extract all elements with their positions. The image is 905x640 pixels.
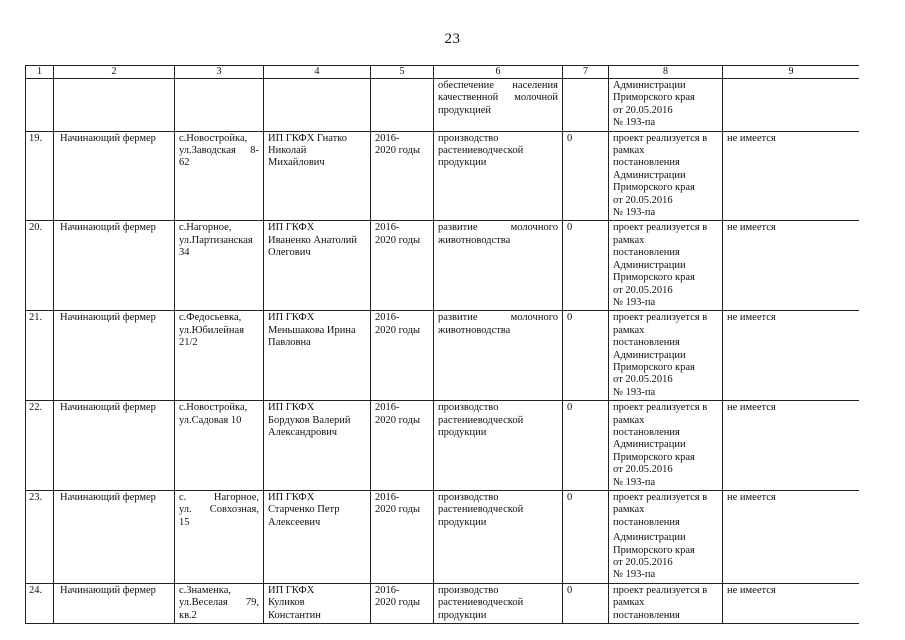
cell-address xyxy=(175,583,264,623)
period-line: 2016- xyxy=(375,402,400,414)
decree-line: № 193-па xyxy=(613,476,656,488)
cell-decree xyxy=(609,221,723,311)
cell-category: Начинающий фермер xyxy=(54,401,175,491)
table-body xyxy=(26,79,860,624)
address-line: ул.Заводская 8- xyxy=(179,145,259,157)
cell-decree xyxy=(609,131,723,221)
decree-line: № 193-па xyxy=(613,117,656,129)
address-line: 34 xyxy=(179,247,190,259)
decree-line: постановления xyxy=(613,157,680,169)
name-line: Константин xyxy=(268,609,321,621)
direction-line: обеспечение населения xyxy=(438,80,558,91)
period-line: 2020 годы xyxy=(375,597,421,609)
name-line: ИП ГКФХ Гнатко xyxy=(268,132,347,144)
decree-line: Администрации xyxy=(613,349,686,361)
farmers-table xyxy=(25,65,859,624)
period-line: 2016- xyxy=(375,132,400,144)
name-line: Бордуков Валерий xyxy=(268,414,351,426)
cell-num: 23. xyxy=(26,491,54,584)
name-line: Иваненко Анатолий xyxy=(268,234,358,246)
table-container xyxy=(25,65,859,640)
decree-line: Приморского края xyxy=(613,544,695,556)
cell-amount xyxy=(563,79,609,132)
period-line: 2016- xyxy=(375,492,400,503)
cell-period xyxy=(371,131,434,221)
cell-note: не имеется xyxy=(723,401,860,491)
decree-line: проект реализуется в xyxy=(613,132,708,144)
direction-line: животноводства xyxy=(438,234,511,246)
cell-address xyxy=(175,221,264,311)
address-line: с.Знаменка, xyxy=(179,584,231,596)
address-line: с.Новостройка, xyxy=(179,402,248,414)
decree-line: Приморского края xyxy=(613,272,695,284)
name-line: ИП ГКФХ xyxy=(268,312,315,324)
cell-note: не имеется xyxy=(723,583,860,623)
decree-line: № 193-па xyxy=(613,207,656,219)
address-line: с.Федосьевка, xyxy=(179,312,242,324)
decree-line: рамках xyxy=(613,234,645,246)
period-line: 2020 годы xyxy=(375,324,421,336)
period-line: 2016- xyxy=(375,584,400,596)
direction-line: животноводства xyxy=(438,324,511,336)
cell-direction xyxy=(434,583,563,623)
name-line: ИП ГКФХ xyxy=(268,222,315,234)
decree-line: от 20.05.2016 xyxy=(613,464,673,476)
cell-address xyxy=(175,79,264,132)
direction-line: развитие молочного xyxy=(438,312,558,324)
cell-num: 22. xyxy=(26,401,54,491)
cell-period xyxy=(371,221,434,311)
cell-num: 24. xyxy=(26,583,54,623)
cell-direction xyxy=(434,131,563,221)
cell-note: не имеется xyxy=(723,311,860,401)
cell-name xyxy=(264,491,371,584)
cell-period xyxy=(371,311,434,401)
direction-line: растениеводческой xyxy=(438,414,524,426)
decree-line: от 20.05.2016 xyxy=(613,557,673,569)
cell-address xyxy=(175,311,264,401)
name-line: ИП ГКФХ xyxy=(268,584,315,596)
decree-line: № 193-па xyxy=(613,296,656,308)
cell-note: не имеется xyxy=(723,491,860,584)
name-line: Александрович xyxy=(268,426,338,438)
decree-line: проект реализуется в xyxy=(613,492,708,503)
decree-line: рамках xyxy=(613,414,645,426)
cell-name xyxy=(264,311,371,401)
address-line: кв.2 xyxy=(179,609,197,621)
decree-line: постановления xyxy=(613,609,680,621)
decree-line: рамках xyxy=(613,504,645,516)
direction-line: продукции xyxy=(438,609,487,621)
cell-direction xyxy=(434,221,563,311)
name-line: Старченко Петр xyxy=(268,504,340,516)
cell-category xyxy=(54,79,175,132)
address-line: 62 xyxy=(179,157,190,169)
direction-line: продукции xyxy=(438,426,487,438)
cell-name xyxy=(264,131,371,221)
address-line: с.Нагорное, xyxy=(179,222,232,234)
cell-num: 19. xyxy=(26,131,54,221)
name-line: ИП ГКФХ xyxy=(268,402,315,414)
cell-amount: 0 xyxy=(563,583,609,623)
direction-line: производство xyxy=(438,402,499,414)
decree-line: рамках xyxy=(613,145,645,157)
cell-name xyxy=(264,401,371,491)
direction-line: развитие молочного xyxy=(438,222,558,234)
address-line: ул.Садовая 10 xyxy=(179,414,242,426)
cell-note xyxy=(723,79,860,132)
decree-line: Приморского края xyxy=(613,361,695,373)
address-line: ул. Совхозная, xyxy=(179,504,259,516)
name-line: Куликов xyxy=(268,597,305,609)
table-row xyxy=(26,311,860,401)
cell-decree xyxy=(609,583,723,623)
decree-line: Администрации xyxy=(613,532,686,544)
direction-line: качественной молочной xyxy=(438,92,558,104)
name-line: Меньшакова Ирина xyxy=(268,324,356,336)
column-number-cell: 6 xyxy=(434,66,563,79)
cell-category: Начинающий фермер xyxy=(54,491,175,584)
column-number-cell: 9 xyxy=(723,66,860,79)
address-line: с.Новостройка, xyxy=(179,132,248,144)
cell-category: Начинающий фермер xyxy=(54,131,175,221)
cell-decree xyxy=(609,311,723,401)
decree-line: от 20.05.2016 xyxy=(613,194,673,206)
decree-line: № 193-па xyxy=(613,569,656,581)
decree-line: от 20.05.2016 xyxy=(613,374,673,386)
decree-line: Приморского края xyxy=(613,182,695,194)
decree-line: рамках xyxy=(613,324,645,336)
decree-line: постановления xyxy=(613,516,680,528)
cell-period xyxy=(371,583,434,623)
decree-line: проект реализуется в xyxy=(613,402,708,414)
name-line: Павловна xyxy=(268,337,311,349)
period-line: 2020 годы xyxy=(375,234,421,246)
direction-line: продукции xyxy=(438,516,487,528)
column-number-row xyxy=(26,66,860,79)
decree-line: проект реализуется в xyxy=(613,222,708,234)
period-line: 2016- xyxy=(375,222,400,234)
decree-line: Администрации xyxy=(613,439,686,451)
cell-note: не имеется xyxy=(723,221,860,311)
page-number: 23 xyxy=(444,31,461,47)
cell-decree xyxy=(609,79,723,132)
decree-line: № 193-па xyxy=(613,386,656,398)
column-number-cell: 5 xyxy=(371,66,434,79)
column-number-cell: 4 xyxy=(264,66,371,79)
period-line: 2016- xyxy=(375,312,400,324)
name-line: Алексеевич xyxy=(268,516,321,528)
decree-line: Администрации xyxy=(613,169,686,181)
cell-decree xyxy=(609,401,723,491)
decree-line: проект реализуется в xyxy=(613,584,708,596)
table-row xyxy=(26,221,860,311)
decree-line: от 20.05.2016 xyxy=(613,284,673,296)
cell-num: 20. xyxy=(26,221,54,311)
cell-amount: 0 xyxy=(563,131,609,221)
cell-category: Начинающий фермер xyxy=(54,583,175,623)
cell-direction xyxy=(434,311,563,401)
decree-line: постановления xyxy=(613,337,680,349)
decree-line: Приморского края xyxy=(613,92,695,104)
table-row xyxy=(26,401,860,491)
address-line: 15 xyxy=(179,516,190,528)
direction-line: производство xyxy=(438,492,499,503)
address-line: ул.Веселая 79, xyxy=(179,597,259,609)
decree-line: Администрации xyxy=(613,80,686,91)
cell-period xyxy=(371,79,434,132)
cell-address xyxy=(175,491,264,584)
direction-line: растениеводческой xyxy=(438,145,524,157)
column-number-cell: 3 xyxy=(175,66,264,79)
column-number-cell: 2 xyxy=(54,66,175,79)
table-row xyxy=(26,583,860,623)
cell-address xyxy=(175,401,264,491)
cell-category: Начинающий фермер xyxy=(54,311,175,401)
cell-period xyxy=(371,491,434,584)
table-row xyxy=(26,131,860,221)
decree-line: проект реализуется в xyxy=(613,312,708,324)
period-line: 2020 годы xyxy=(375,504,421,516)
cell-decree xyxy=(609,491,723,584)
cell-direction xyxy=(434,401,563,491)
address-line: 21/2 xyxy=(179,337,198,349)
cell-period xyxy=(371,401,434,491)
cell-direction xyxy=(434,79,563,132)
cell-name xyxy=(264,79,371,132)
column-number-cell: 1 xyxy=(26,66,54,79)
decree-line: от 20.05.2016 xyxy=(613,104,673,116)
cell-note: не имеется xyxy=(723,131,860,221)
column-number-cell: 8 xyxy=(609,66,723,79)
name-line: Николай xyxy=(268,145,307,157)
cell-direction xyxy=(434,491,563,584)
cell-name xyxy=(264,583,371,623)
decree-line: постановления xyxy=(613,426,680,438)
direction-line: производство xyxy=(438,132,499,144)
decree-line: Приморского края xyxy=(613,451,695,463)
decree-line: Администрации xyxy=(613,259,686,271)
direction-line: продукцией xyxy=(438,104,492,116)
name-line: Олегович xyxy=(268,247,311,259)
cell-category: Начинающий фермер xyxy=(54,221,175,311)
period-line: 2020 годы xyxy=(375,414,421,426)
cell-amount: 0 xyxy=(563,401,609,491)
cell-name xyxy=(264,221,371,311)
cell-num: 21. xyxy=(26,311,54,401)
name-line: Михайлович xyxy=(268,157,325,169)
direction-line: продукции xyxy=(438,157,487,169)
address-line: ул.Партизанская xyxy=(179,234,253,246)
cell-address xyxy=(175,131,264,221)
cell-amount: 0 xyxy=(563,491,609,584)
decree-line: постановления xyxy=(613,247,680,259)
address-line: ул.Юбилейная xyxy=(179,324,245,336)
column-number-cell: 7 xyxy=(563,66,609,79)
direction-line: растениеводческой xyxy=(438,504,524,516)
decree-line: рамках xyxy=(613,597,645,609)
cell-amount: 0 xyxy=(563,221,609,311)
direction-line: производство xyxy=(438,584,499,596)
address-line: с. Нагорное, xyxy=(179,492,259,503)
period-line: 2020 годы xyxy=(375,145,421,157)
name-line: ИП ГКФХ xyxy=(268,492,315,503)
cell-amount: 0 xyxy=(563,311,609,401)
table-row xyxy=(26,491,860,584)
cell-num xyxy=(26,79,54,132)
direction-line: растениеводческой xyxy=(438,597,524,609)
continuation-row xyxy=(26,79,860,132)
